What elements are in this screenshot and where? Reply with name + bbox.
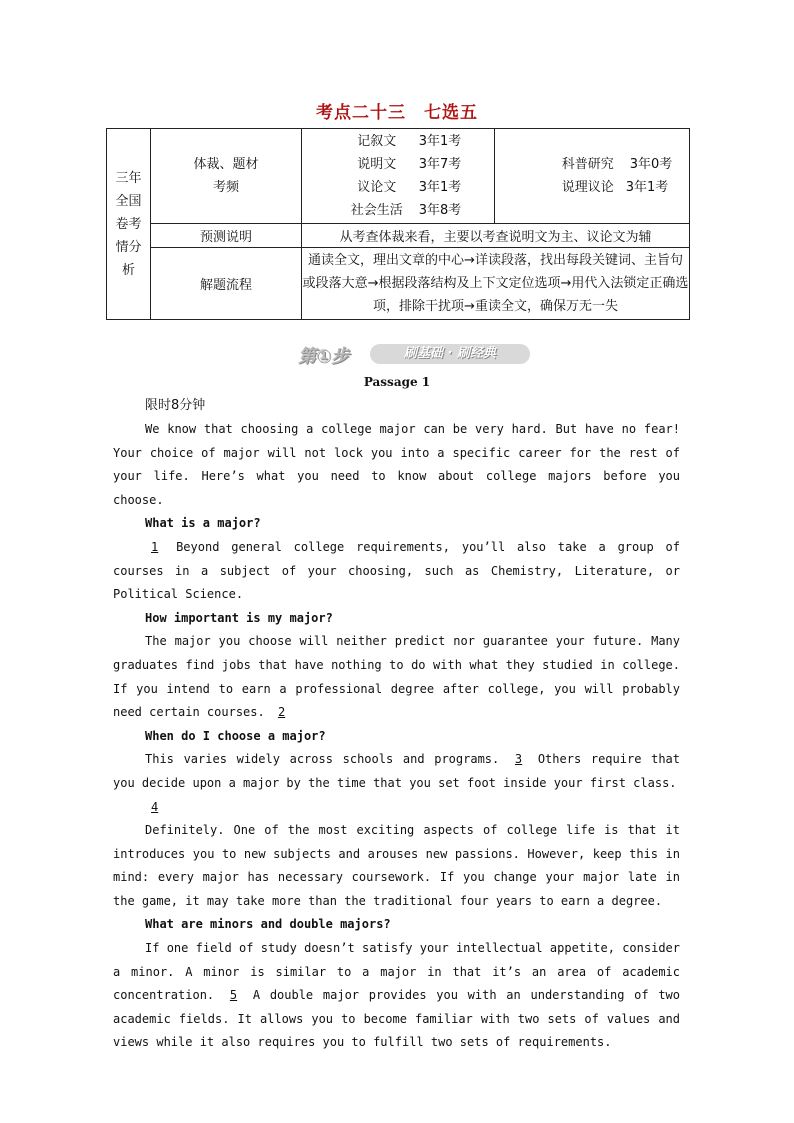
paragraph (113, 796, 680, 820)
row-header: 三年全国卷考情分析 (107, 129, 151, 320)
list-item: 说明文 3年7考 (357, 157, 462, 172)
paragraph: This varies widely across schools and programs. 3 Others require that you decide upon a major by the time that you set foot inside your first class. (113, 752, 680, 790)
section-label: 刷基础 · 刷经典 (370, 344, 530, 364)
passage-body (113, 394, 680, 1055)
list-item: 说理议论 3年1考 (561, 180, 669, 195)
list-item: 社会生活 3年8考 (350, 203, 462, 218)
flow-label: 解题流程 (151, 248, 302, 320)
right-genre-list (495, 129, 690, 224)
paragraph: Definitely. One of the most exciting aspects of college life is that it introduces you to new subjects and arouses new passions. However, keep this in mind: every major has necessary coursework. If you change your major late in the game, it may take more than the traditional four years to earn a degree. (113, 823, 680, 908)
exam-analysis-table (106, 128, 690, 320)
freq-label: 考频 (212, 180, 239, 195)
passage-title: Passage 1 (363, 375, 431, 389)
question-heading: How important is my major? (145, 610, 333, 625)
genre-cell (151, 129, 302, 224)
blank-4[interactable]: 4 (151, 799, 159, 814)
paragraph: We know that choosing a college major can be very hard. But have no fear! Your choice of major will not lock you into a specific career for the rest of your life. Here’s what you need to know about college majors before you choose. (113, 422, 680, 507)
blank-1[interactable]: 1 (151, 539, 159, 554)
blank-2[interactable]: 2 (277, 705, 286, 720)
genre-label: 体裁、题材 (193, 157, 259, 172)
page-title: 考点二十三 七选五 (316, 103, 478, 123)
paragraph: The major you choose will neither predict nor guarantee your future. Many graduates find jobs that have nothing to do with what they studied in college. If you intend to earn a professional degree after college, you will probably need certain courses. 2 (113, 634, 680, 720)
question-heading: What is a major? (145, 516, 261, 531)
flow-text: 通读全文，理出文章的中心→详读段落，找出每段关键词、主旨句或段落大意→根据段落结构及上下文定位选项→用代入法锁定正确选项，排除干扰项→重读全文，确保万无一失 (302, 248, 690, 320)
list-item: 记叙文 3年1考 (357, 134, 462, 149)
list-item: 议论文 3年1考 (357, 180, 462, 195)
step-badge: 第①步 (298, 346, 350, 367)
blank-3[interactable]: 3 (514, 752, 523, 767)
list-item: 科普研究 3年0考 (561, 157, 673, 172)
question-heading: When do I choose a major? (145, 728, 326, 743)
question-heading: What are minors and double majors? (145, 917, 391, 932)
blank-5[interactable]: 5 (229, 988, 238, 1003)
paragraph: 1 Beyond general college requirements, you’ll also take a group of courses in a subject of your choosing, such as Chemistry, Literature, or Political Science. (113, 539, 680, 602)
left-genre-list (302, 129, 495, 224)
prediction-text: 从考查体裁来看，主要以考查说明文为主、议论文为辅 (302, 224, 690, 248)
paragraph: If one field of study doesn’t satisfy your intellectual appetite, consider a minor. A minor is similar to a major in that it’s an area of academic concentration. 5 A double major provides you with an understanding of two academic fields. It allows you to become familiar with two sets of values and views while it also requires you to fulfill two sets of requirements. (113, 941, 680, 1050)
time-limit: 限时8分钟 (145, 398, 206, 413)
section-banner (298, 342, 534, 366)
prediction-label: 预测说明 (151, 224, 302, 248)
